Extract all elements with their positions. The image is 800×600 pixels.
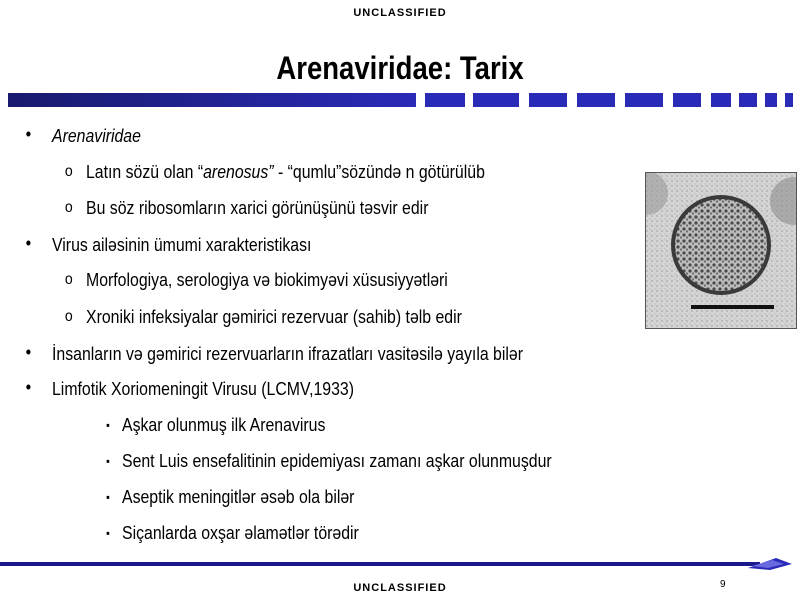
bullet-marker: ▪	[106, 526, 110, 540]
bullet-text: İnsanların və gəmirici rezervuarların ifrazatları vasitəsilə yayıla bilər	[52, 344, 523, 364]
bar-seg	[577, 93, 615, 107]
bullet-level-3	[106, 487, 355, 508]
bar-seg	[785, 93, 793, 107]
bullet-marker: o	[64, 163, 73, 180]
bar-seg	[425, 93, 465, 107]
bullet-text: Bu söz ribosomların xarici görünüşünü təsvir edir	[86, 198, 429, 218]
bar-seg	[765, 93, 777, 107]
bullet-marker: •	[25, 233, 32, 253]
bullet-level-3	[106, 415, 326, 436]
bullet-level-2	[64, 270, 448, 291]
bullet-text: Siçanlarda oxşar əlamətlər törədir	[122, 523, 359, 543]
bullet-text: Limfotik Xoriomeningit Virusu (LCMV,1933)	[52, 379, 354, 399]
classification-bottom: UNCLASSIFIED	[353, 582, 447, 594]
bullet-text: Morfologiya, serologiya və biokimyəvi xüsusiyyətləri	[86, 270, 448, 290]
virus-micrograph	[645, 172, 797, 329]
footer-arrow-icon	[748, 554, 793, 576]
bullet-level-1	[25, 124, 141, 147]
bar-seg	[739, 93, 757, 107]
bullet-level-3	[106, 451, 552, 472]
bullet-level-1	[25, 377, 354, 400]
bullet-text: Aşkar olunmuş ilk Arenavirus	[122, 415, 326, 435]
bullet-level-1	[25, 233, 312, 256]
bullet-level-1	[25, 342, 523, 365]
bar-seg	[625, 93, 663, 107]
bullet-marker: ▪	[106, 418, 110, 432]
bullet-level-2	[64, 162, 485, 183]
bullet-marker: •	[25, 342, 32, 362]
bullet-level-3	[106, 523, 359, 544]
bullet-text: Arenaviridae	[52, 126, 141, 146]
bullet-text-part: arenosus”	[203, 162, 274, 182]
bullet-marker: o	[64, 308, 73, 325]
bullet-text: Sent Luis ensefalitinin epidemiyası zamanı aşkar olunmuşdur	[122, 451, 552, 471]
title-underline-bar	[8, 93, 798, 107]
footer-line	[0, 562, 760, 566]
bullet-text: Aseptik meningitlər əsəb ola bilər	[122, 487, 355, 507]
bullet-marker: ▪	[106, 454, 110, 468]
bar-seg	[529, 93, 567, 107]
bullet-marker: •	[25, 124, 32, 144]
bullet-text: Xroniki infeksiyalar gəmirici rezervuar (sahib) təlb edir	[86, 307, 462, 327]
page-number: 9	[720, 579, 726, 590]
bullet-level-2	[64, 307, 462, 328]
bullet-level-2	[64, 198, 429, 219]
bullet-text: Virus ailəsinin ümumi xarakteristikası	[52, 235, 312, 255]
bar-seg	[711, 93, 731, 107]
bullet-marker: •	[25, 377, 32, 397]
bullet-marker: o	[64, 199, 73, 216]
bullet-text-part: - “qumlu”sözündə n götürülüb	[273, 162, 485, 182]
bullet-text-part: Latın sözü olan “	[86, 162, 204, 182]
bar-main	[8, 93, 416, 107]
classification-top: UNCLASSIFIED	[353, 7, 447, 19]
slide-title: Arenaviridae: Tarix	[276, 50, 524, 86]
bar-seg	[673, 93, 701, 107]
bullet-marker: o	[64, 271, 73, 288]
bar-seg	[473, 93, 519, 107]
bullet-marker: ▪	[106, 490, 110, 504]
